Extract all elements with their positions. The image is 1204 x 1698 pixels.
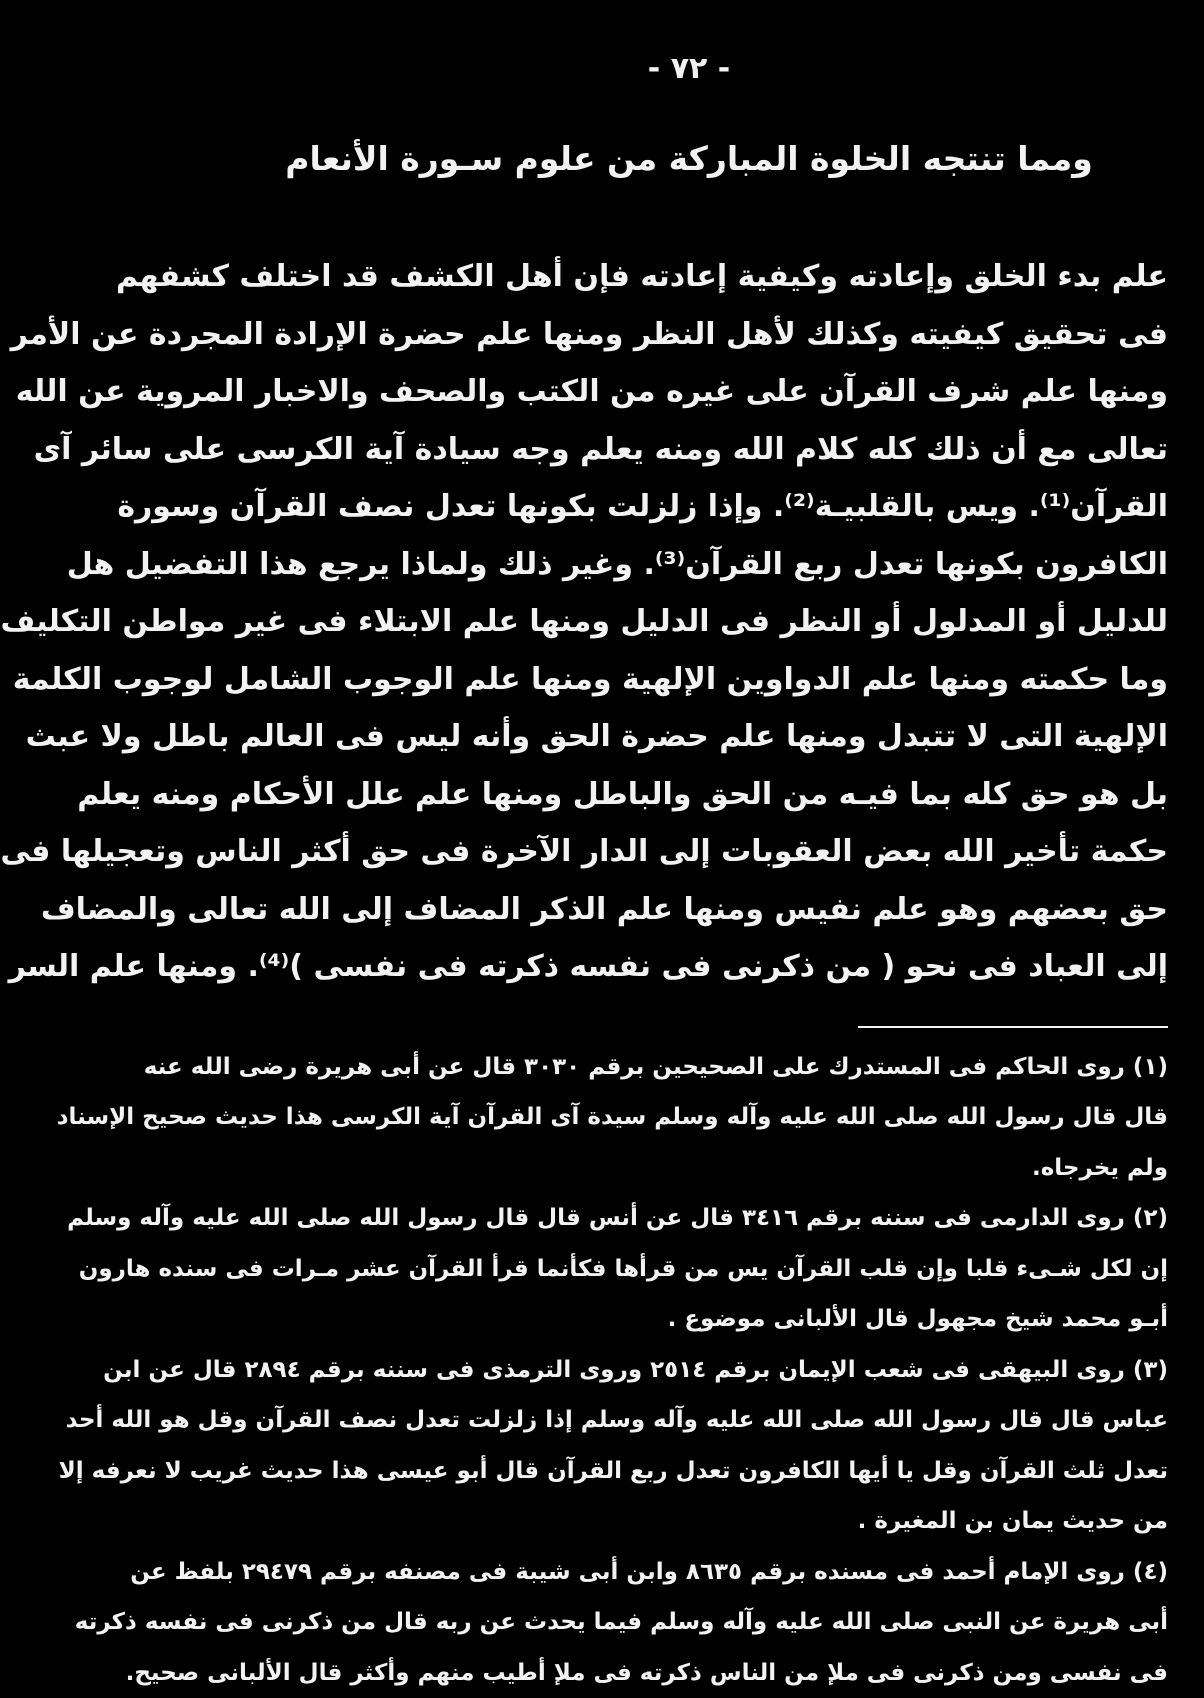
footnote-separator (858, 1026, 1168, 1028)
footnote-line: ولم يخرجاه. (210, 1143, 1168, 1194)
body-line: الكافرون بكونها تعدل ربع القرآن⁽³⁾. وغير ذلك ولماذا يرجع هذا التفضيل هل (210, 536, 1168, 594)
page-number: - ٧٢ - (210, 44, 1168, 94)
footnote-line: عباس قال قال رسول الله صلى الله عليه وآله وسلم إذا زلزلت تعدل نصف القرآن وقل هو الله أحد (210, 1395, 1168, 1446)
body-line: ومنها علم شرف القرآن على غيره من الكتب والصحف والاخبار المروية عن الله (210, 363, 1168, 421)
footnote-line: أبى هريرة عن النبى صلى الله عليه وآله وسلم فيما يحدث عن ربه قال من ذكرنى فى نفسه ذكرته (210, 1597, 1168, 1648)
footnote-separator-wrap (210, 996, 1168, 1028)
footnote-line: قال قال رسول الله صلى الله عليه وآله وسلم سيدة آى القرآن آية الكرسى هذا حديث صحيح الإسناد (210, 1092, 1168, 1143)
body-line: بل هو حق كله بما فيـه من الحق والباطل ومنها علم علل الأحكام ومنه يعلم (210, 766, 1168, 824)
body-line: للدليل أو المدلول أو النظر فى الدليل ومنها علم الابتلاء فى غير مواطن التكليف (210, 593, 1168, 651)
body-line: علم بدء الخلق وإعادته وكيفية إعادته فإن أهل الكشف قد اختلف كشفهم (210, 248, 1168, 306)
body-line: وما حكمته ومنها علم الدواوين الإلهية ومنها علم الوجوب الشامل لوجوب الكلمة (210, 651, 1168, 709)
footnote-line: (١) روى الحاكم فى المستدرك على الصحيحين برقم ٣٠٣٠ قال عن أبى هريرة رضى الله عنه (210, 1042, 1168, 1093)
body-line: حكمة تأخير الله بعض العقوبات إلى الدار الآخرة فى حق أكثر الناس وتعجيلها فى (210, 823, 1168, 881)
document-page (180, 0, 1204, 1688)
body-line: الإلهية التى لا تتبدل ومنها علم حضرة الحق وأنه ليس فى العالم باطل ولا عبث (210, 708, 1168, 766)
footnote-line: إن لكل شـىء قلبا وإن قلب القرآن يس من قرأها فكأنما قرأ القرآن عشر مـرات فى سنده هارون (210, 1244, 1168, 1295)
body-line: إلى العباد فى نحو ( من ذكرنى فى نفسه ذكرته فى نفسى )⁽⁴⁾. ومنها علم السر (210, 938, 1168, 996)
body-line: حق بعضهم وهو علم نفيس ومنها علم الذكر المضاف إلى الله تعالى والمضاف (210, 881, 1168, 939)
footnotes (210, 1042, 1168, 1698)
body-line: تعالى مع أن ذلك كله كلام الله ومنه يعلم وجه سيادة آية الكرسى على سائر آى (210, 421, 1168, 479)
footnote-line: (٢) روى الدارمى فى سننه برقم ٣٤١٦ قال عن أنس قال قال رسول الله صلى الله عليه وآله وسلم (210, 1193, 1168, 1244)
body-text (210, 248, 1168, 996)
body-line: القرآن⁽¹⁾. ويس بالقلبيـة⁽²⁾. وإذا زلزلت بكونها تعدل نصف القرآن وسورة (210, 478, 1168, 536)
footnote-line: فى نفسى ومن ذكرنى فى ملإ من الناس ذكرته فى ملإ أطيب منهم وأكثر قال الألبانى صحيح. (210, 1648, 1168, 1698)
footnote-line: أبـو محمد شيخ مجهول قال الألبانى موضوع . (210, 1294, 1168, 1345)
body-line: فى تحقيق كيفيته وكذلك لأهل النظر ومنها علم حضرة الإرادة المجردة عن الأمر (210, 306, 1168, 364)
section-heading: ومما تنتجه الخلوة المباركة من علوم سـورة الأنعام (210, 132, 1168, 186)
footnote-line: من حديث يمان بن المغيرة . (210, 1496, 1168, 1547)
footnote-line: (٤) روى الإمام أحمد فى مسنده برقم ٨٦٣٥ وابن أبى شيبة فى مصنفه برقم ٢٩٤٧٩ بلفظ عن (210, 1547, 1168, 1598)
footnote-line: تعدل ثلث القرآن وقل يا أيها الكافرون تعدل ربع القرآن قال أبو عيسى هذا حديث غريب لا نعرفه إلا (210, 1446, 1168, 1497)
footnote-line: (٣) روى البيهقى فى شعب الإيمان برقم ٢٥١٤ وروى الترمذى فى سننه برقم ٢٨٩٤ قال عن ابن (210, 1345, 1168, 1396)
